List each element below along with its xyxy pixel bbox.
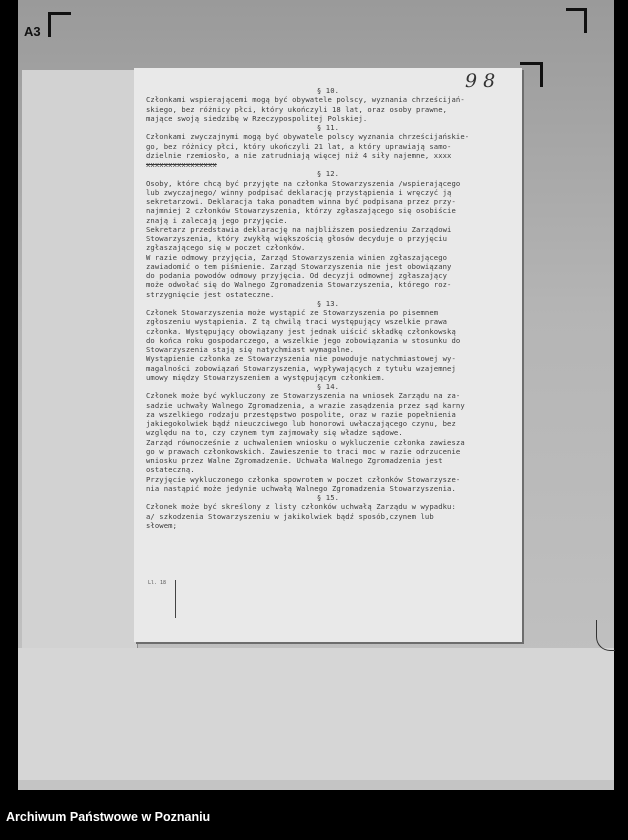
text-line: go, bez różnicy płci, który ukończyli 21 lat, a który uprawiają samo- xyxy=(146,141,452,151)
section-heading: § 12. xyxy=(316,169,340,179)
text-line: Członek może być wykluczony ze Stowarzyszenia na wniosek Zarządu na za- xyxy=(146,391,461,401)
text-line: do końca roku gospodarczego, a wszelkie jego zobowiązania w stosunku do xyxy=(146,335,461,345)
text-line: Sekretarz przedstawia deklarację na najbliższem posiedzeniu Zarządowi xyxy=(146,224,452,234)
text-line: Wystąpienie członka ze Stowarzyszenia nie powoduje natychmiastowej wy- xyxy=(146,354,456,364)
text-line: słowem; xyxy=(146,520,177,530)
text-line: Członkami zwyczajnymi mogą być obywatele polscy wyznania chrześcijańskie- xyxy=(146,132,470,142)
document-page xyxy=(134,68,522,642)
section-heading: § 15. xyxy=(316,493,340,502)
text-line: a/ szkodzenia Stowarzyszeniu w jakikolwiek bądź sposób,czynem lub xyxy=(146,511,434,521)
text-line: do podania powodów odmowy przyjęcia. Od decyzji odmownej zgłaszający xyxy=(146,271,448,280)
text-line: Członek Stowarzyszenia może wystąpić ze Stowarzyszenia po pisemnem xyxy=(146,308,439,317)
text-line: dzielnie rzemiosło, a nie zatrudniają więcej niż 4 siły najemne, xxxx xyxy=(146,150,452,160)
text-line: Członkami wspierającemi mogą być obywatele polscy, wyznania chrześcijań- xyxy=(146,95,465,105)
section-heading: § 11. xyxy=(316,123,340,132)
scan-lower-area xyxy=(18,648,614,780)
text-line: jakiegokolwiek bądź nieuczciwego lub honorowi uwłaczającego czynu, bez xyxy=(146,419,456,428)
text-line: względu na to, czy czynem tym zajmowały się władze sądowe. xyxy=(146,428,403,438)
text-line: wniosku przez Walne Zgromadzenie. Uchwała Walnego Zgromadzenia jest xyxy=(146,456,443,465)
text-line: magalności zobowiązań Stowarzyszenia, wypływających z tytułu wzajemnej xyxy=(146,363,456,373)
archive-credit: Archiwum Państwowe w Poznaniu xyxy=(6,810,211,824)
crop-mark-top-right xyxy=(566,8,587,33)
text-line: zgłoszeniu wystąpienia. Z tą chwilą traci występujący wszelkie prawa xyxy=(146,317,448,327)
text-line: xxxxxxxxxxxxxxxx xyxy=(146,160,217,169)
text-line: umowy między Stowarzyszeniem a występującym członkiem. xyxy=(146,372,386,382)
text-line: lub zwyczajnego/ winny podpisać deklarację przystąpienia i wręczyć ją xyxy=(146,187,452,197)
text-line: Zarząd równocześnie z uchwaleniem wniosku o wykluczenie członka zawiesza xyxy=(146,437,465,447)
text-line: nia nastąpić może jedynie uchwałą Walnego Zgromadzenia Stowarzyszenia. xyxy=(146,483,456,493)
text-line: Stowarzyszenia, który zwykłą większością głosów decyduje o przyjęciu xyxy=(146,234,448,243)
text-line: może odwołać się do Walnego Zgromadzenia Stowarzyszenia, którego roz- xyxy=(146,280,452,290)
margin-note: Ll. 18 xyxy=(148,580,167,586)
text-line: członka. Występujący obowiązany jest jednak uiścić składkę członkowską xyxy=(146,326,456,336)
underlying-sheet xyxy=(22,70,138,648)
margin-bracket xyxy=(175,580,179,618)
text-line: znają i zalecają jego przyjęcie. xyxy=(146,215,288,225)
crop-mark-top-left xyxy=(48,12,71,37)
section-heading: § 14. xyxy=(316,382,340,391)
text-line: zgłaszającego się w poczet członków. xyxy=(146,243,306,253)
text-line: za wszelkiego rodzaju przestępstwo pospolite, oraz w razie popełnienia xyxy=(146,409,456,419)
text-line: Osoby, które chcą być przyjęte na członka Stowarzyszenia /wspierającego xyxy=(146,178,461,188)
text-line: zawiadomić o tem piśmienie. Zarząd Stowarzyszenia nie jest obowiązany xyxy=(146,261,452,271)
text-line: W razie odmowy przyjęcia, Zarząd Stowarzyszenia winien zgłaszającego xyxy=(146,252,448,262)
document-text xyxy=(146,86,510,530)
text-line: mające swoją siedzibę w Rzeczypospolitej Polskiej. xyxy=(146,113,368,123)
page-number: 9 8 xyxy=(465,70,496,92)
text-line: najmniej 2 członków Stowarzyszenia, którzy zgłaszającego się osobiście xyxy=(146,206,456,216)
text-line: go w prawach członkowskich. Zawieszenie to traci moc w razie odrzucenie xyxy=(146,446,461,456)
section-heading: § 10. xyxy=(316,86,340,95)
text-line: sadzie uchwały Walnego Zgromadzenia, a wrazie zasądzenia przez sąd karny xyxy=(146,400,465,410)
text-line: sekretarzowi. Deklaracja taka ponadtem winna być podpisana przez przy- xyxy=(146,197,456,206)
text-line: ostateczną. xyxy=(146,465,195,475)
archive-label: A3 xyxy=(24,24,41,39)
text-line: Członek może być skreślony z listy członków uchwałą Zarządu w wypadku: xyxy=(146,502,456,512)
paper-curl xyxy=(596,620,615,651)
footer-bar xyxy=(0,794,628,840)
crop-mark-page-corner xyxy=(520,62,543,87)
text-line: Stowarzyszenia stają się natychmiast wymagalne. xyxy=(146,345,355,354)
section-heading: § 13. xyxy=(316,298,340,308)
text-line: strzygnięcie jest ostateczne. xyxy=(146,289,275,299)
text-line: skiego, bez różnicy płci, który ukończyli 18 lat, oraz osoby prawne, xyxy=(146,104,448,114)
text-line: Przyjęcie wykluczonego członka spowrotem w poczet członków Stowarzysze- xyxy=(146,474,461,484)
